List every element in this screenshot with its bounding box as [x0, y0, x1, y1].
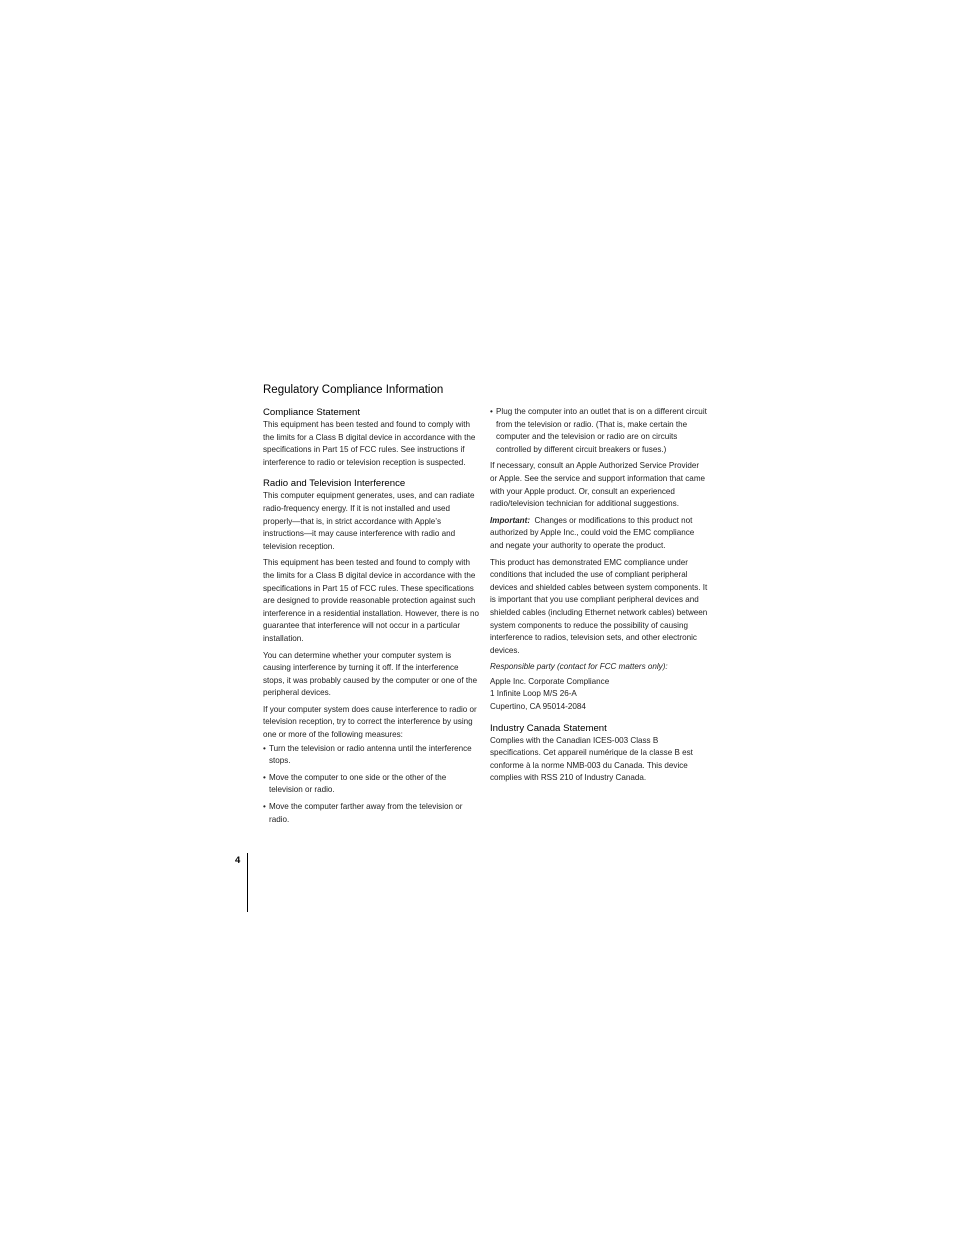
responsible-party-label: Responsible party (contact for FCC matters only): — [490, 662, 668, 672]
address-line: Apple Inc. Corporate Compliance — [490, 676, 610, 686]
consult-paragraph: If necessary, consult an Apple Authorized Service Provider or Apple. See the service and support information that came with your Apple product. Or, consult an experienced radio/television technician for additional suggestions. — [490, 461, 706, 509]
list-item — [263, 772, 481, 797]
list-item-text: Plug the computer into an outlet that is on a different circuit from the television or radio. (That is, make certain the computer and the television or radio are on circuits controlled by different circuit breakers or fuses.) — [496, 407, 707, 454]
page-number: 4 — [235, 855, 241, 866]
list-item-text: Turn the television or radio antenna until the interference stops. — [269, 743, 472, 766]
list-item — [263, 743, 481, 768]
right-column — [490, 406, 708, 789]
bullet-icon: • — [263, 802, 266, 812]
list-item — [263, 801, 481, 826]
interference-paragraph: You can determine whether your computer system is causing interference by turning it off. If the interference stops, it was probably caused by the computer or one of the peripheral devices. — [263, 650, 478, 698]
industry-canada-body: Complies with the Canadian ICES-003 Class B specifications. Cet appareil numérique de la classe B est conforme à la norme NMB-003 du Canada. This device complies with RSS 210 of Industry Canada. — [490, 735, 693, 783]
interference-paragraph: This computer equipment generates, uses, and can radiate radio-frequency energy. If it is not installed and used properly—that is, in strict accordance with Apple’s instructions—it may cause interference with radio and television reception. — [263, 491, 475, 551]
important-label: Important: — [490, 515, 531, 525]
list-item-text: Move the computer farther away from the television or radio. — [269, 802, 463, 824]
list-item-text: Move the computer to one side or the other of the television or radio. — [269, 772, 447, 795]
compliance-statement-heading: Compliance Statement — [263, 407, 361, 418]
industry-canada-heading: Industry Canada Statement — [490, 722, 607, 734]
emc-paragraph: This product has demonstrated EMC compliance under conditions that included the use of compliant peripheral devices and shielded cables between system components. It is important that you use compliant peripheral devices and shielded cables (including Ethernet network cables) between system components to reduce the possibility of causing interference to radios, television sets, and other electronic devices. — [490, 557, 708, 655]
important-note — [490, 515, 708, 553]
important-text: Changes or modifications to this product not authorized by Apple Inc., could void the EMC compliance and negate your authority to operate the product. — [490, 515, 695, 550]
interference-paragraph: This equipment has been tested and found to comply with the limits for a Class B digital device in accordance with the specifications in Part 15 of FCC rules. These specifications are designed to provide reasonable protection against such interference in a residential installation. However, there is no guarantee that interference will not occur in a particular installation. — [263, 558, 479, 643]
bullet-icon: • — [490, 407, 493, 416]
interference-paragraph: If your computer system does cause interference to radio or television reception, try to correct the interference by using one or more of the following measures: — [263, 704, 477, 740]
compliance-statement-body: This equipment has been tested and found to comply with the limits for a Class B digital device in accordance with the specifications in Part 15 of FCC rules. See instructions if interference to radio or television reception is suspected. — [263, 420, 476, 467]
list-item — [490, 406, 708, 456]
responsible-party-address — [490, 676, 708, 714]
page-rule-divider — [247, 853, 248, 912]
address-line: 1 Infinite Loop M/S 26-A — [490, 689, 577, 699]
radio-tv-interference-heading: Radio and Television Interference — [263, 478, 406, 490]
measures-list — [263, 743, 481, 827]
page-title: Regulatory Compliance Information — [263, 384, 444, 396]
address-line: Cupertino, CA 95014-2084 — [490, 702, 586, 712]
bullet-icon: • — [263, 772, 266, 782]
left-column — [263, 406, 481, 830]
measures-list-continued — [490, 406, 708, 456]
bullet-icon: • — [263, 743, 266, 753]
